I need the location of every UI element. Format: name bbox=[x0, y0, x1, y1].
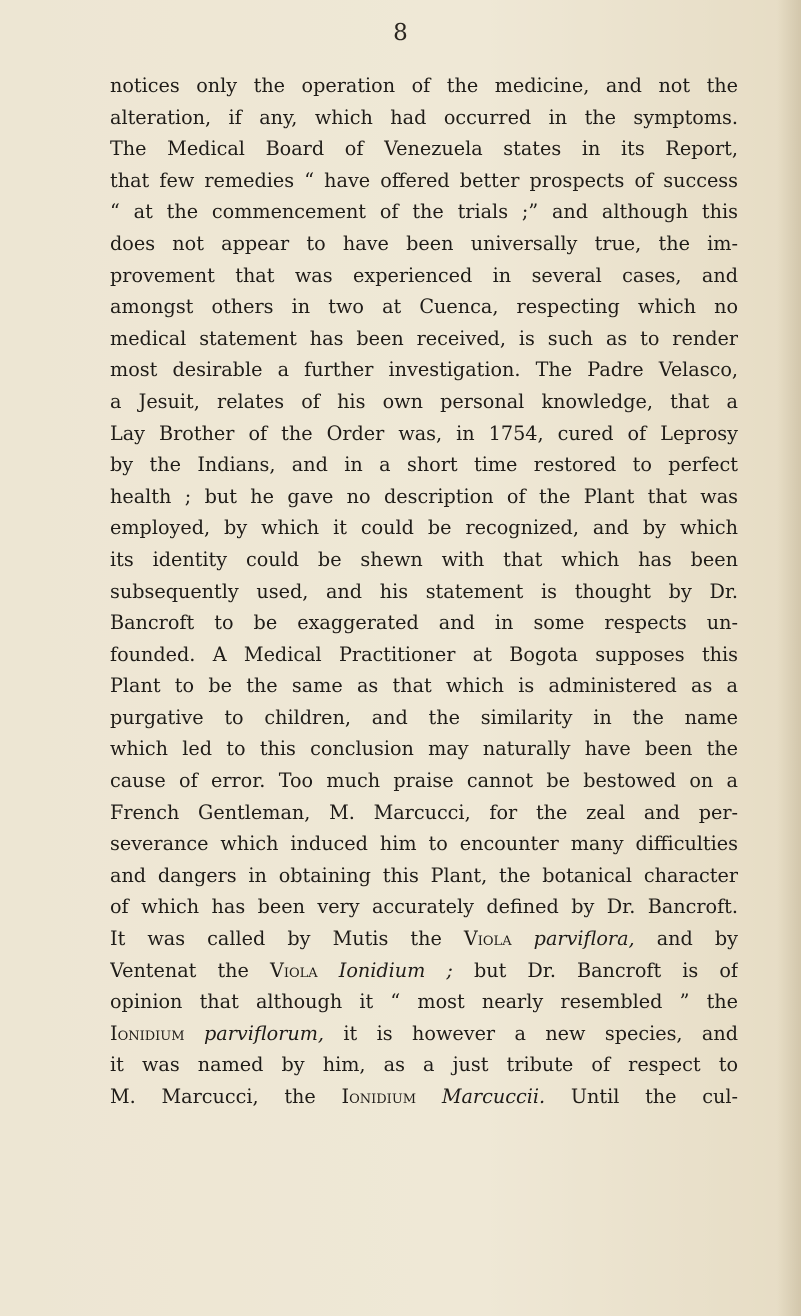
text-line: a Jesuit, relates of his own personal knowledge, that a bbox=[110, 389, 738, 413]
text-run bbox=[416, 1085, 442, 1108]
text-line: severance which induced him to encounter many difficulties bbox=[110, 832, 738, 856]
text-line: most desirable a further investigation. The Padre Velasco, bbox=[110, 358, 738, 382]
text-line: Lay Brother of the Order was, in 1754, cured of Leprosy bbox=[110, 421, 738, 445]
genus-name: Viola bbox=[269, 958, 318, 982]
text-line: notices only the operation of the medicine, and not the bbox=[110, 74, 738, 97]
text-line: it was named by him, as a just tribute of respect to bbox=[110, 1053, 738, 1077]
text-line: founded. A Medical Practitioner at Bogota supposes this bbox=[110, 642, 738, 666]
text-line: amongst others in two at Cuenca, respecting which no bbox=[110, 295, 738, 319]
text-line: medical statement has been received, is such as to render bbox=[110, 326, 738, 350]
text-run: M. Marcucci, the bbox=[110, 1085, 342, 1108]
species-name: parviflorum, bbox=[203, 1021, 325, 1045]
text-line: Plant to be the same as that which is administered as a bbox=[110, 674, 738, 698]
text-line: alteration, if any, which had occurred in the symptoms. bbox=[110, 105, 738, 129]
text-run bbox=[318, 959, 339, 982]
text-line: subsequently used, and his statement is thought by Dr. bbox=[110, 579, 738, 603]
text-line: employed, by which it could be recognized, and by which bbox=[110, 516, 738, 540]
text-line: provement that was experienced in several cases, and bbox=[110, 263, 738, 287]
species-name: Marcuccii. bbox=[441, 1085, 546, 1108]
text-run: Until the cul- bbox=[545, 1085, 738, 1108]
text-run: it is however a new species, and bbox=[324, 1021, 738, 1045]
text-line bbox=[110, 955, 738, 987]
text-line bbox=[110, 1081, 738, 1113]
text-line: by the Indians, and in a short time restored to perfect bbox=[110, 453, 738, 477]
text-line: its identity could be shewn with that which has been bbox=[110, 547, 738, 571]
text-line: cause of error. Too much praise cannot be bestowed on a bbox=[110, 769, 738, 793]
body-text bbox=[110, 70, 738, 1113]
text-run: but Dr. Bancroft is of bbox=[452, 958, 738, 982]
text-line bbox=[110, 1018, 738, 1050]
text-run bbox=[185, 1022, 204, 1045]
genus-name: Ionidium bbox=[341, 1085, 417, 1108]
text-line bbox=[110, 923, 738, 955]
text-line: and dangers in obtaining this Plant, the botanical character bbox=[110, 863, 738, 887]
text-line: Bancroft to be exaggerated and in some respects un- bbox=[110, 611, 738, 635]
text-line: which led to this conclusion may naturally have been the bbox=[110, 737, 738, 761]
text-line: does not appear to have been universally true, the im- bbox=[110, 231, 738, 255]
text-line: of which has been very accurately defined by Dr. Bancroft. bbox=[110, 895, 738, 919]
text-run: and by bbox=[634, 927, 738, 951]
page-number: 8 bbox=[393, 20, 408, 46]
text-line: French Gentleman, M. Marcucci, for the zeal and per- bbox=[110, 800, 738, 824]
text-line: purgative to children, and the similarity in the name bbox=[110, 705, 738, 729]
page-edge-shadow bbox=[777, 0, 801, 1316]
text-line: The Medical Board of Venezuela states in its Report, bbox=[110, 137, 738, 161]
text-line: health ; but he gave no description of the Plant that was bbox=[110, 484, 738, 508]
text-run: It was called by Mutis the bbox=[110, 927, 464, 951]
text-line: opinion that although it “ most nearly resembled ” the bbox=[110, 990, 738, 1014]
genus-name: Viola bbox=[463, 927, 512, 951]
species-name: parviflora, bbox=[533, 927, 635, 951]
text-run: Ventenat the bbox=[110, 958, 270, 982]
text-line: that few remedies “ have offered better prospects of success bbox=[110, 168, 738, 192]
text-run bbox=[512, 927, 534, 950]
genus-name: Ionidium bbox=[110, 1021, 185, 1045]
text-line: “ at the commencement of the trials ;” and although this bbox=[110, 200, 738, 224]
species-name: Ionidium ; bbox=[338, 958, 453, 982]
